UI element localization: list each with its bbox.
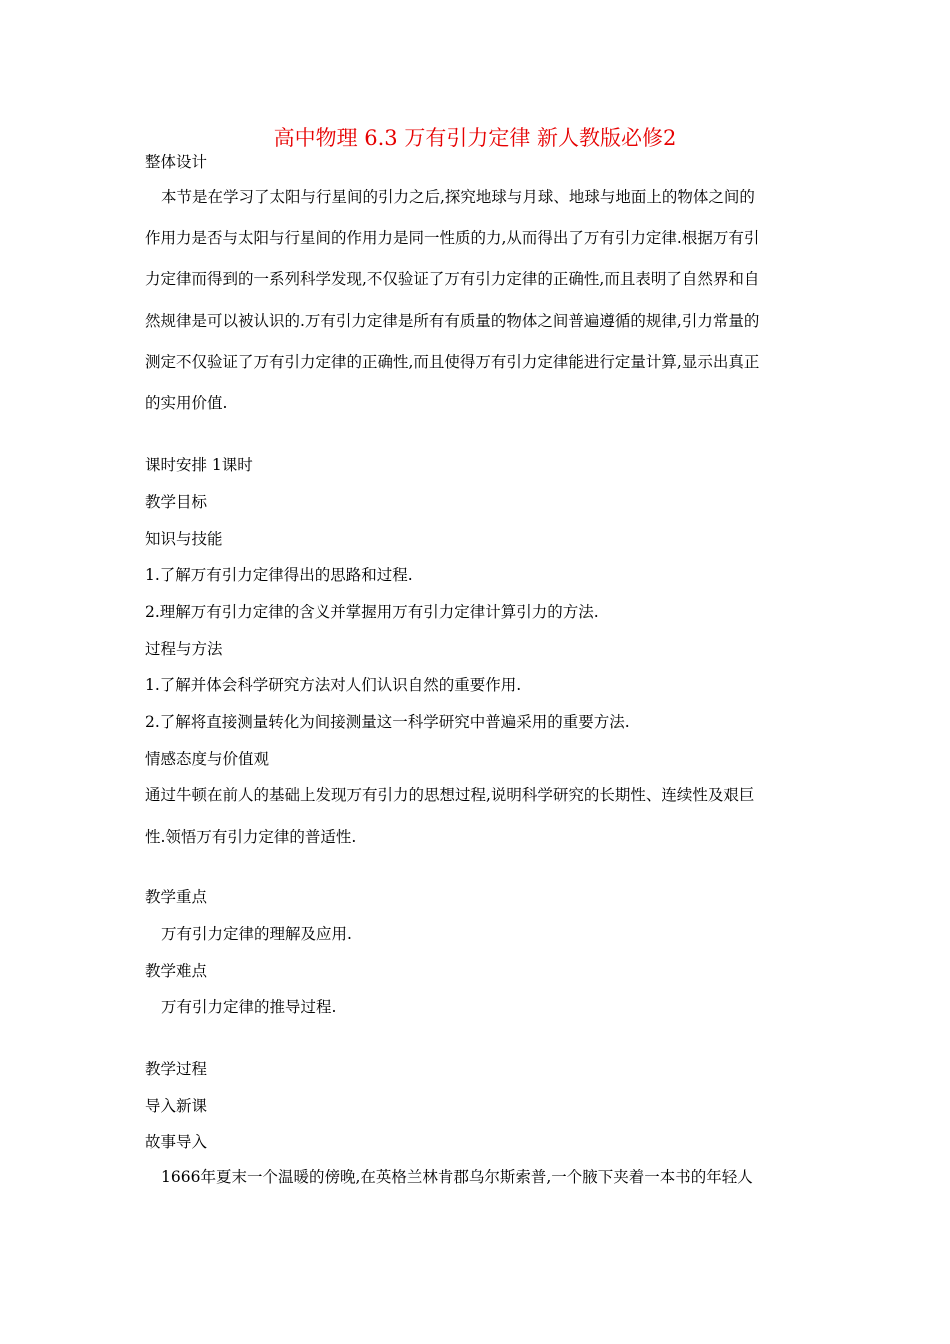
emotion-line-2: 性.领悟万有引力定律的普适性. <box>145 828 357 846</box>
overall-design-line-1: 本节是在学习了太阳与行星间的引力之后,探究地球与月球、地球与地面上的物体之间的 <box>161 188 755 206</box>
knowledge-item-2: 2.理解万有引力定律的含义并掌握用万有引力定律计算引力的方法. <box>145 603 599 621</box>
process-item-1: 1.了解并体会科学研究方法对人们认识自然的重要作用. <box>145 676 522 694</box>
overall-design-line-2: 作用力是否与太阳与行星间的作用力是同一性质的力,从而得出了万有引力定律.根据万有引 <box>145 229 760 247</box>
teaching-process-heading: 教学过程 <box>145 1060 208 1078</box>
schedule: 课时安排 1课时 <box>145 456 253 474</box>
process-heading: 过程与方法 <box>145 640 223 658</box>
key-points-heading: 教学重点 <box>145 888 208 906</box>
overall-design-line-3: 力定律而得到的一系列科学发现,不仅验证了万有引力定律的正确性,而且表明了自然界和自 <box>145 270 760 288</box>
emotion-heading: 情感态度与价值观 <box>145 750 270 768</box>
emotion-line-1: 通过牛顿在前人的基础上发现万有引力的思想过程,说明科学研究的长期性、连续性及艰巨 <box>145 786 755 804</box>
intro-heading: 导入新课 <box>145 1097 208 1115</box>
goals-heading: 教学目标 <box>145 493 208 511</box>
overall-design-heading: 整体设计 <box>145 153 208 171</box>
difficulty-text: 万有引力定律的推导过程. <box>161 998 337 1016</box>
document-title: 高中物理 6.3 万有引力定律 新人教版必修2 <box>273 126 677 150</box>
process-item-2: 2.了解将直接测量转化为间接测量这一科学研究中普遍采用的重要方法. <box>145 713 630 731</box>
knowledge-heading: 知识与技能 <box>145 530 223 548</box>
difficulty-heading: 教学难点 <box>145 962 208 980</box>
story-heading: 故事导入 <box>145 1133 208 1151</box>
overall-design-line-5: 测定不仅验证了万有引力定律的正确性,而且使得万有引力定律能进行定量计算,显示出真正 <box>145 353 760 371</box>
key-points-text: 万有引力定律的理解及应用. <box>161 925 352 943</box>
overall-design-line-6: 的实用价值. <box>145 394 228 412</box>
knowledge-item-1: 1.了解万有引力定律得出的思路和过程. <box>145 566 413 584</box>
overall-design-line-4: 然规律是可以被认识的.万有引力定律是所有有质量的物体之间普遍遵循的规律,引力常量的 <box>145 312 760 330</box>
story-line-1: 1666年夏末一个温暖的傍晚,在英格兰林肯郡乌尔斯索普,一个腋下夹着一本书的年轻人 <box>161 1168 753 1186</box>
